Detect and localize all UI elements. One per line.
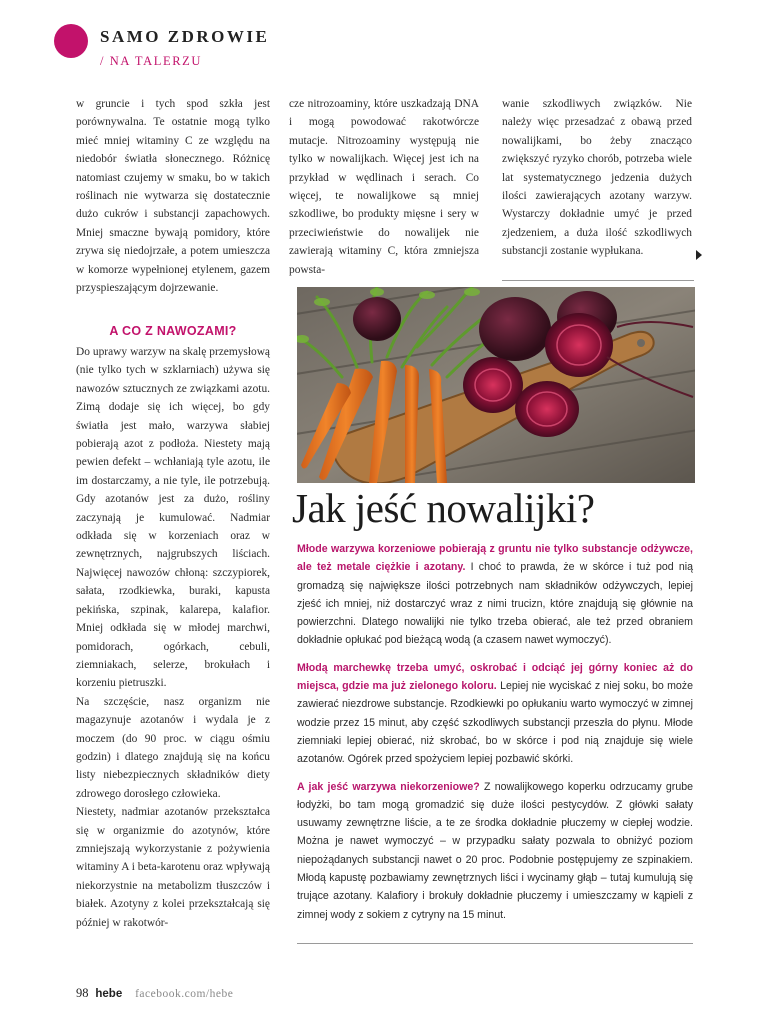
right-paragraph: wanie szkodliwych związków. Nie należy więc przesadzać z obawą przed nowalijkami, bo żeby znacząco zwiększyć ryzyko chorób, potrzeba wiele lat systematycznego jedzenia dużych ilości zawierających azotany warzyw. Wystarczy dokładnie umyć je przed zjedzeniem, a duża ilość szkodliwych substancji zostanie wypłukana.	[502, 98, 692, 258]
fertilizer-paragraph-2: Na szczęście, nasz organizm nie magazynuje azotanów i wydala je z moczem (do 90 proc. w ciągu ośmiu godzin) i dlatego znajdują się na końcu listy niebezpiecznych składników diety zdrowego dorosłego człowieka.	[76, 695, 270, 800]
feature-paragraph-1-highlight: Młode warzywa korzeniowe pobierają z gruntu nie tylko substancje odżywcze, ale też metale ciężkie i azotany.	[297, 543, 693, 574]
subheading-fertilizers: A CO Z NAWOZAMI?	[109, 324, 237, 338]
page-footer	[76, 986, 233, 1001]
right-column	[502, 95, 692, 261]
footer-brand: hebe	[95, 988, 123, 1000]
feature-paragraph-1	[297, 540, 693, 650]
fertilizer-paragraph-1: Do uprawy warzyw na skalę przemysłową (nie tylko tych w szklarniach) używa się nawozów sztucznych ze związkami azotu. Zimą dodaje się ich więcej, bo gdy światła jest mało, warzywa słabiej pobierają azot z podłoża. Niestety mają pewien defekt – wchłaniają tyle azotu, ile im dostarczamy, a nie tyle, ile potrzebują. Gdy azotanów jest za dużo, rośliny zaczynają je kumulować. Nadmiar odkłada się w korzeniach oraz w zewnętrznych, najgrubszych liściach. Najwięcej nawozów chłoną: szczypiorek, sałata, rzodkiewka, buraki, kapusta pekińska, szpinak, kalarepa, kalafior. Mniej odkłada się w młodej marchwi, pomidorach, ogórkach, cebuli, ziemniakach, selerze, brokułach i korzeniu pietruszki.	[76, 346, 270, 690]
continue-arrow-icon	[696, 250, 702, 260]
section-title: SAMO ZDROWIE	[100, 27, 270, 46]
middle-column	[289, 95, 479, 279]
feature-paragraph-2	[297, 659, 693, 769]
fertilizer-paragraph-3: Niestety, nadmiar azotanów przekształca się w organizmie do azotynów, które zmniejszają wykorzystanie z pożywienia witaminy A i beta-karotenu oraz wpływają niekorzystnie na metabolizm tłuszczów i białek. Azotyny z kolei przekształcają się później w rakotwór-	[76, 806, 270, 929]
feature-paragraph-3-highlight: A jak jeść warzywa niekorzeniowe?	[297, 780, 480, 793]
footer-site: facebook.com/hebe	[135, 988, 234, 1000]
section-marker-dot	[54, 24, 88, 58]
feature-paragraph-3-text: Z nowalijkowego koperku odrzucamy grube łodyżki, bo tam mogą gromadzić się duże ilości pestycydów. Z główki sałaty usuwamy zewnętrzne liście, a te ze środka dokładnie płuczemy w ciepłej wodzie. Można je nawet wymoczyć – w przypadku sałaty pozwala to obniżyć poziom niepożądanych substancji nawet o 20 proc. Podobnie postępujemy ze szpinakiem. Młodą kapustę pozbawiamy zewnętrznych liści i wycinamy głąb – tutaj kumulują się trujące azotany. Kalafiory i brokuły dokładnie płuczemy i umieszczamy w kąpieli z zimnej wody z sokiem z cytryny na 15 minut.	[297, 780, 694, 921]
feature-body	[297, 540, 693, 933]
feature-paragraph-2-highlight: Młodą marchewkę trzeba umyć, oskrobać i odciąć jej górny koniec aż do miejsca, gdzie ma już zielonego koloru.	[297, 661, 693, 693]
left-column-body	[76, 343, 270, 932]
section-subtitle: / NA TALERZU	[100, 54, 202, 68]
feature-headline: Jak jeść nowalijki?	[292, 485, 595, 531]
divider-top	[502, 280, 694, 281]
feature-paragraph-1-text: I choć to prawda, że w skórce i tuż pod nią gromadzą się największe ilości potrzebnych nam składników odżywczych, lepiej zjeść ich mniej, niż dostarczyć wraz z nimi trucizn, które znajdują się głównie na powierzchni. Dlatego nowalijki nie tylko trzeba obierać, ale też przed obraniem dokładnie opłukać pod bieżącą wodą (a czasem nawet wymoczyć).	[297, 561, 693, 647]
feature-paragraph-2-text: Lepiej nie wyciskać z niej soku, bo może zawierać niezdrowe substancje. Rzodkiewki po opłukaniu warto wymoczyć w zimnej wodzie przez 15 minut, aby część szkodliwych substancji przeszła do płynu. Młode ziemniaki lepiej obierać, niż skrobać, bo w skórce i pod nią znajduje się wiele azotanów. Ogórek przed spożyciem lepiej pozbawić skórki.	[297, 680, 693, 766]
middle-paragraph: cze nitrozoaminy, które uszkadzają DNA i mogą powodować rakotwórcze mutacje. Nitrozoaminy występują nie tylko w nowalijkach. Więcej jest ich na przykład w wędlinach i serach. Co więcej, te nowalijkowe są mniej szkodliwe, bo produkty mięsne i sery w przeciwieństwie do nowalijek nie zawierają witaminy C, która zmniejsza powsta-	[289, 98, 479, 276]
divider-bottom	[297, 943, 693, 944]
left-column-intro	[76, 95, 270, 297]
feature-paragraph-3	[297, 778, 693, 924]
intro-paragraph: w gruncie i tych spod szkła jest porównywalna. Te ostatnie mogą tylko mieć mniej witaminy C ze względu na niedobór światła słonecznego. Różnicę natomiast czujemy w smaku, bo w takich roślinach nie wytwarza się dostatecznie dużo cukrów i substancji zapachowych. Mniej smaczne bywają pomidory, które zrywa się niedojrzałe, a potem umieszcza w komorze wypełnionej etylenem, gazem przyspieszającym dojrzewanie.	[76, 98, 270, 295]
page-number: 98	[76, 986, 89, 1000]
vegetables-photo	[297, 287, 695, 483]
